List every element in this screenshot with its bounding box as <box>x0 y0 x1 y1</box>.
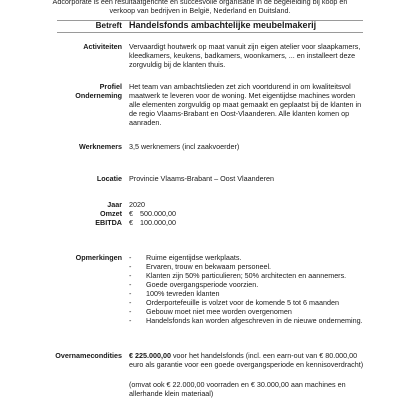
activiteiten-label: Activiteiten <box>83 42 122 51</box>
list-item: - 100% tevreden klanten <box>129 289 365 298</box>
omzet-row <box>129 209 365 218</box>
omzet-currency: € <box>129 209 133 218</box>
overname-note: (omvat ook € 22.000,00 voorraden en € 30.000,00 aan machines en allerhande klein materiaal) <box>129 380 346 398</box>
jaar-value: 2020 <box>129 200 145 209</box>
overname-label: Overnamecondities <box>55 351 122 360</box>
divider <box>57 32 363 33</box>
profiel-label-line1: Profiel <box>99 82 122 91</box>
financials-labels <box>20 200 122 227</box>
betreft-label: Betreft <box>95 21 122 30</box>
list-item: - Ervaren, trouw en bekwaam personeel. <box>129 262 365 271</box>
list-item: - Handelsfonds kan worden afgeschreven in de nieuwe onderneming. <box>129 316 365 325</box>
omzet-label: Omzet <box>100 209 122 218</box>
ebitda-label: EBITDA <box>95 218 122 227</box>
profiel-label-line2: Onderneming <box>75 91 122 100</box>
omzet-value: 500.000,00 <box>140 209 176 218</box>
list-item: - Gebouw moet niet mee worden overgenomen <box>129 307 365 316</box>
ebitda-value: 100.000,00 <box>140 218 176 227</box>
opmerkingen-label: Opmerkingen <box>75 253 122 262</box>
ebitda-row <box>129 218 365 227</box>
overname-text: voor het handelsfonds (incl. een earn-out van € 80.000,00 euro als garantie voor een goede overgangsperiode en kennisoverdracht) <box>129 351 364 369</box>
werknemers-value: 3,5 werknemers (incl zaakvoerder) <box>129 142 240 151</box>
list-item: - Klanten zijn 50% particulieren; 50% architecten en aannemers. <box>129 271 365 280</box>
jaar-label: Jaar <box>107 200 122 209</box>
list-item: - Goede overgangsperiode voorzien. <box>129 280 365 289</box>
betreft-value: Handelsfonds ambachtelijke meubelmakerij <box>129 20 317 30</box>
profiel-value: Het team van ambachtslieden zet zich voortdurend in om kwaliteitsvol maatwerk te leveren voor de woning. Met eigentijdse machines worden alle elementen zorgvuldig op maat gemaakt en geplaatst bij de klanten in de regio Vlaams-Brabant en Oost-Vlaanderen. Alle klanten komen op aanraden. <box>129 82 362 127</box>
overname-value <box>129 351 365 369</box>
financials-values <box>129 200 365 227</box>
locatie-label: Locatie <box>96 174 122 183</box>
intro-text: Adcorporate is een resultaatgerichte en succesvolle organisatie in de begeleiding bij koop en verkoop van bedrijven in België, Nederland en Duitsland. <box>52 0 348 15</box>
activiteiten-value: Vervaardigt houtwerk op maat vanuit zijn eigen atelier voor slaapkamers, kleedkamers, keukens, badkamers, woonkamers, ... en installeert deze zorgvuldig bij de klanten thuis. <box>129 42 361 69</box>
ebitda-currency: € <box>129 218 133 227</box>
list-item: - Ruime eigentijdse werkplaats. <box>129 253 365 262</box>
overname-amount: € 225.000,00 <box>129 351 171 360</box>
locatie-value: Provincie Vlaams-Brabant – Oost Vlaanderen <box>129 174 275 183</box>
profiel-label <box>20 82 122 100</box>
opmerkingen-list <box>129 253 365 325</box>
list-item: - Orderportefeuille is volzet voor de komende 5 tot 6 maanden <box>129 298 365 307</box>
werknemers-label: Werknemers <box>78 142 122 151</box>
